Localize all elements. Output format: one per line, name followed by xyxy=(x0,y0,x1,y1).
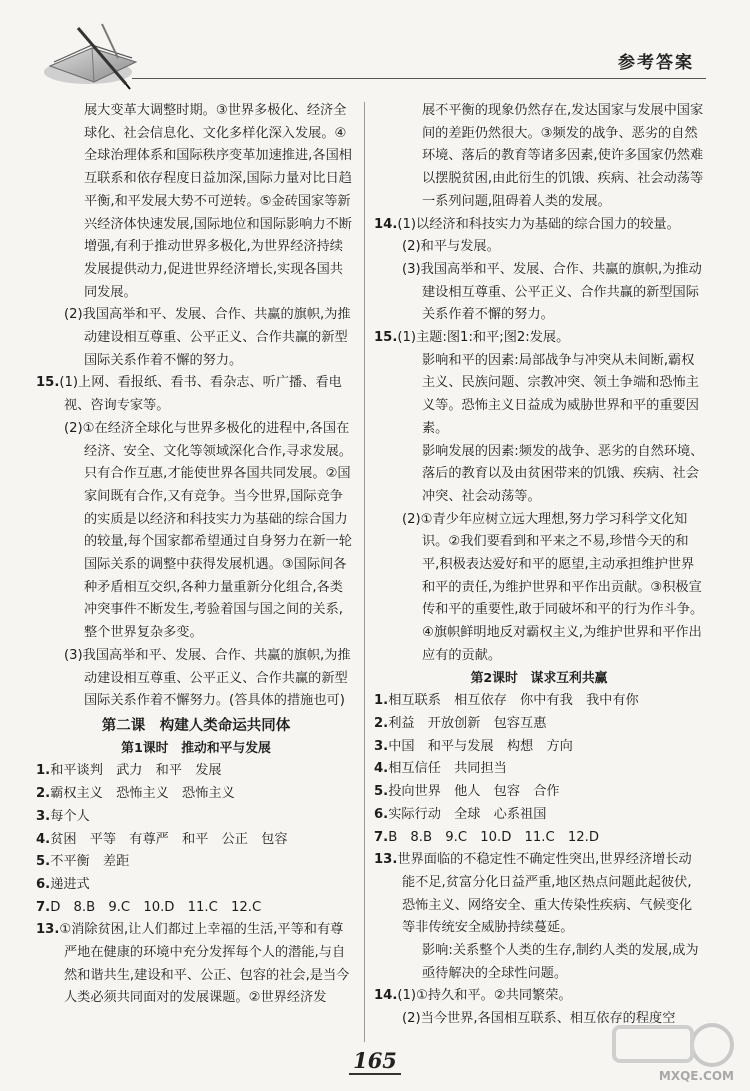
answer-text: (3)我国高举和平、发展、合作、共赢的旗帜,为推动建设相互尊重、公平正义、合作共赢的新型国际关系作着不懈的努力。 xyxy=(402,261,702,323)
left-answer-line xyxy=(36,783,356,806)
left-answer-line xyxy=(36,851,356,874)
answer-text: (2)和平与发展。 xyxy=(402,239,500,255)
right-answer-line xyxy=(374,327,704,350)
answer-text: 第2课时 谋求互利共赢 xyxy=(470,670,608,686)
right-answer-line xyxy=(374,690,704,713)
right-answer-line xyxy=(374,781,704,804)
answer-text: (2)①在经济全球化与世界多极化的进程中,各国在经济、安全、文化等领域深化合作,寻求发展。只有合作互惠,才能使世界各国共同发展。②国家间既有合作,又有竞争。当今世界,国际竞争的实质是以经济和科技实力为基础的综合国力的较量,每个国家都希望通过自身努力在新一轮国际关系的调整中获得发展机遇。③国际间各种矛盾相互交织,各种力量重新分化组合,各类冲突事件不断发生,考验着国与国之间的关系,整个世界复杂多变。 xyxy=(64,420,352,641)
left-answer-line xyxy=(36,874,356,897)
right-answer-line xyxy=(374,214,704,237)
question-number: 14. xyxy=(374,216,398,232)
right-answer-line xyxy=(374,441,704,509)
answer-text: (1)以经济和科技实力为基础的综合国力的较量。 xyxy=(397,216,680,232)
left-answer-line xyxy=(36,100,356,304)
answer-text: 贫困 平等 有尊严 和平 公正 包容 xyxy=(50,831,288,847)
answer-text: 相互信任 共同担当 xyxy=(388,761,507,777)
question-number: 7. xyxy=(374,829,389,845)
answer-text: 第1课时 推动和平与发展 xyxy=(121,740,271,756)
question-number: 6. xyxy=(36,876,51,892)
right-answer-line xyxy=(374,985,704,1008)
question-number: 5. xyxy=(36,854,51,870)
left-answer-line xyxy=(36,919,356,1010)
left-answer-line xyxy=(36,806,356,829)
answer-text: 展大变革大调整时期。③世界多极化、经济全球化、社会信息化、文化多样化深入发展。④全球治理体系和国际秩序变革加速推进,各国相互联系和依存程度日益加深,国际力量对比日趋平衡,和平发展大势不可逆转。⑤金砖国家等新兴经济体快速发展,国际地位和国际影响力不断增强,有利于推动世界多极化,为世界经济持续发展提供动力,促进世界经济增长,实现各国共同发展。 xyxy=(84,103,352,300)
question-number: 14. xyxy=(374,988,398,1004)
right-answer-line xyxy=(374,849,704,940)
book-pen-logo-icon xyxy=(40,18,160,90)
answer-text: 和平谈判 武力 和平 发展 xyxy=(50,763,222,779)
question-number: 15. xyxy=(36,375,60,391)
answer-text: 影响和平的因素:局部战争与冲突从未间断,霸权主义、民族问题、宗教冲突、领土争端和恐怖主义等。恐怖主义日益成为威胁世界和平的重要因素。 xyxy=(422,352,699,436)
left-answer-line xyxy=(36,738,356,761)
question-number: 15. xyxy=(374,330,398,346)
left-column xyxy=(36,100,356,1010)
answer-text: 霸权主义 恐怖主义 恐怖主义 xyxy=(50,786,235,802)
right-column xyxy=(374,100,704,1031)
right-answer-line xyxy=(374,736,704,759)
right-answer-line xyxy=(374,259,704,327)
answer-text: 每个人 xyxy=(50,808,90,824)
header-rule xyxy=(132,78,706,79)
right-answer-line xyxy=(374,350,704,441)
answer-text: 相互联系 相互依存 你中有我 我中有你 xyxy=(388,693,639,709)
left-answer-line xyxy=(36,372,356,417)
answer-text: (2)我国高举和平、发展、合作、共赢的旗帜,为推动建设相互尊重、公平正义、合作共赢的新型国际关系作着不懈的努力。 xyxy=(64,307,351,368)
question-number: 7. xyxy=(36,899,51,915)
question-number: 1. xyxy=(374,693,389,709)
answer-text: ①消除贫困,让人们都过上幸福的生活,平等和有尊严地在健康的环境中充分发挥每个人的潜能,与自然和谐共生,建设和平、公正、包容的社会,是当今人类必须共同面对的发展课题。②世界经济发 xyxy=(59,922,350,1006)
question-number: 4. xyxy=(374,761,389,777)
right-answer-line xyxy=(374,940,704,985)
answer-text: 递进式 xyxy=(50,876,90,892)
question-number: 3. xyxy=(374,738,389,754)
question-number: 5. xyxy=(374,784,389,800)
answer-text: 不平衡 差距 xyxy=(50,854,130,870)
answer-text: 第二课 构建人类命运共同体 xyxy=(101,717,291,734)
answer-text: (3)我国高举和平、发展、合作、共赢的旗帜,为推动建设相互尊重、公平正义、合作共赢的新型国际关系作着不懈努力。(答具体的措施也可) xyxy=(64,647,351,709)
left-answer-line xyxy=(36,897,356,920)
answer-text: (1)①持久和平。②共同繁荣。 xyxy=(397,988,572,1004)
left-answer-line xyxy=(36,304,356,372)
page-header xyxy=(0,0,750,90)
answer-text: 利益 开放创新 包容互惠 xyxy=(388,715,547,731)
answer-text: (1)上网、看报纸、看书、看杂志、听广播、看电视、咨询专家等。 xyxy=(59,375,342,414)
right-answer-line xyxy=(374,100,704,214)
answer-text: B 8.B 9.C 10.D 11.C 12.D xyxy=(388,829,600,845)
right-answer-line xyxy=(374,758,704,781)
answer-text: 影响发展的因素:频发的战争、恶劣的自然环境、落后的教育以及由贫困带来的饥饿、疾病、社会冲突、社会动荡等。 xyxy=(422,443,704,504)
answer-text: (2)当今世界,各国相互联系、相互依存的程度空 xyxy=(402,1011,676,1027)
question-number: 3. xyxy=(36,808,51,824)
question-number: 2. xyxy=(36,786,51,802)
right-answer-line xyxy=(374,713,704,736)
left-answer-line xyxy=(36,645,356,713)
left-answer-line xyxy=(36,829,356,852)
right-answer-line xyxy=(374,668,704,691)
page-number-text: 165 xyxy=(349,1048,401,1075)
watermark-text: MXQE.COM xyxy=(658,1069,734,1083)
right-answer-line xyxy=(374,804,704,827)
answer-text: 影响:关系整个人类的生存,制约人类的发展,成为亟待解决的全球性问题。 xyxy=(422,943,699,981)
question-number: 2. xyxy=(374,715,389,731)
answer-text: 投向世界 他人 包容 合作 xyxy=(388,784,560,800)
answer-text: 世界面临的不稳定性不确定性突出,世界经济增长动能不足,贫富分化日益严重,地区热点问题此起彼伏,恐怖主义、网络安全、重大传染性疾病、气候变化等非传统安全威胁持续蔓延。 xyxy=(397,852,693,936)
answer-text: 实际行动 全球 心系祖国 xyxy=(388,806,547,822)
question-number: 13. xyxy=(374,852,398,868)
question-number: 1. xyxy=(36,763,51,779)
question-number: 6. xyxy=(374,806,389,822)
left-answer-line xyxy=(36,715,356,738)
column-divider xyxy=(364,102,365,1042)
left-answer-line xyxy=(36,760,356,783)
answer-text: D 8.B 9.C 10.D 11.C 12.C xyxy=(50,899,262,915)
answer-text: 展不平衡的现象仍然存在,发达国家与发展中国家间的差距仍然很大。③频发的战争、恶劣的自然环境、落后的教育等诸多因素,使许多国家仍然难以摆脱贫困,由此衍生的饥饿、疾病、社会动荡等一系列问题,阻碍着人类的发展。 xyxy=(422,103,704,209)
right-answer-line xyxy=(374,236,704,259)
question-number: 4. xyxy=(36,831,51,847)
right-answer-line xyxy=(374,827,704,850)
answer-text: 中国 和平与发展 构想 方向 xyxy=(388,738,573,754)
answer-text: (2)①青少年应树立远大理想,努力学习科学文化知识。②我们要看到和平来之不易,珍惜今天的和平,积极表达爱好和平的愿望,主动承担维护世界和平的责任,为维护世界和平作出贡献。③积极宣传和平的重要性,敢于同破坏和平的行为作斗争。④旗帜鲜明地反对霸权主义,为维护世界和平作出应有的贡献。 xyxy=(402,511,704,663)
site-watermark xyxy=(600,1015,740,1087)
header-title: 参考答案 xyxy=(618,53,694,73)
answer-text: (1)主题:图1:和平;图2:发展。 xyxy=(397,330,570,346)
right-answer-line xyxy=(374,509,704,668)
question-number: 13. xyxy=(36,922,60,938)
left-answer-line xyxy=(36,418,356,645)
